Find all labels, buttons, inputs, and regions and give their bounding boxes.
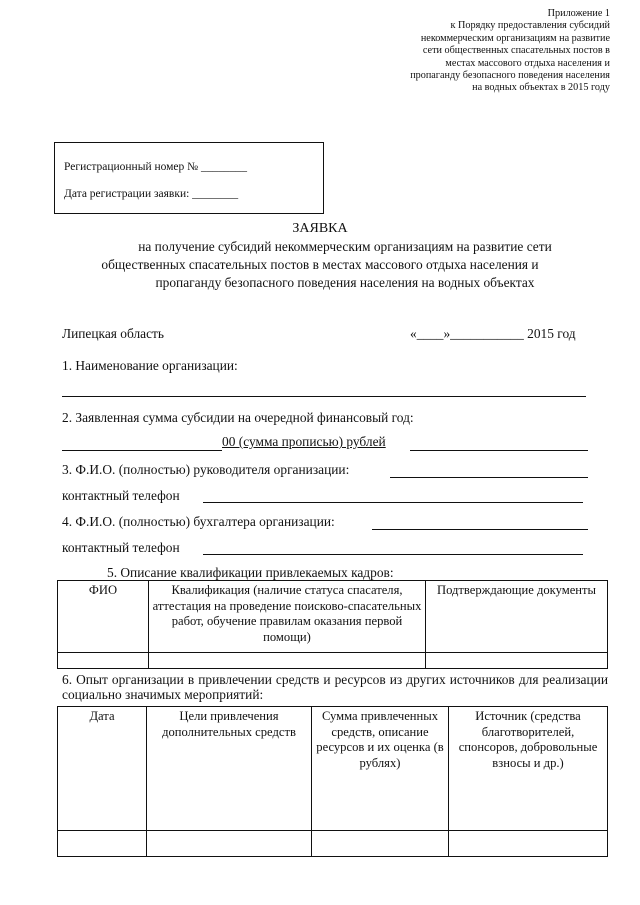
registration-number[interactable]: Регистрационный номер № ________ <box>64 161 248 173</box>
experience-header-date: Дата <box>58 707 147 831</box>
appendix-line: некоммерческим организациям на развитие <box>420 32 610 44</box>
registration-date[interactable]: Дата регистрации заявки: ________ <box>64 188 239 200</box>
phone-label: контактный телефон <box>62 488 180 503</box>
appendix-block <box>350 8 610 95</box>
appendix-line: сети общественных спасательных постов в <box>422 45 610 57</box>
org-name-label: 1. Наименование организации: <box>62 358 238 373</box>
experience-cell[interactable] <box>147 831 312 857</box>
staff-header-qualification: Квалификация (наличие статуса спасателя, аттестация на проведение поисково-спасательных работ, обучение правилам оказания первой помощи) <box>149 581 426 653</box>
region-label: Липецкая область <box>62 326 164 341</box>
experience-table <box>57 706 608 857</box>
staff-cell[interactable] <box>149 653 426 669</box>
subsidy-amount-field[interactable] <box>62 450 222 451</box>
subtitle-line: на получение субсидий некоммерческим организациям на развитие сети <box>138 239 552 254</box>
staff-caption: 5. Описание квалификации привлекаемых кадров: <box>107 565 394 580</box>
phone-field[interactable] <box>203 554 583 555</box>
appendix-line: местах массового отдыха населения и <box>445 57 610 69</box>
accountant-fio-field[interactable] <box>372 529 588 530</box>
org-name-field[interactable] <box>62 396 586 397</box>
head-fio-field[interactable] <box>390 477 588 478</box>
staff-cell[interactable] <box>58 653 149 669</box>
experience-cell[interactable] <box>449 831 608 857</box>
subsidy-amount-field-tail[interactable] <box>410 450 588 451</box>
phone-field[interactable] <box>203 502 583 503</box>
experience-cell[interactable] <box>312 831 449 857</box>
appendix-line: Приложение 1 <box>547 8 610 19</box>
experience-cell[interactable] <box>58 831 147 857</box>
experience-header-amount: Сумма привлеченных средств, описание ресурсов и их оценка (в рублях) <box>312 707 449 831</box>
staff-cell[interactable] <box>426 653 608 669</box>
appendix-line: на водных объектах в 2015 году <box>472 82 610 94</box>
experience-header-source: Источник (средства благотворителей, спонсоров, добровольные взносы и др.) <box>449 707 608 831</box>
appendix-line: к Порядку предоставления субсидий <box>450 20 610 32</box>
experience-header-goals: Цели привлечения дополнительных средств <box>147 707 312 831</box>
staff-table <box>57 580 608 669</box>
appendix-line: пропаганду безопасного поведения населения <box>410 70 610 82</box>
staff-header-documents: Подтверждающие документы <box>426 581 608 653</box>
head-fio-label: 3. Ф.И.О. (полностью) руководителя организации: <box>62 462 350 477</box>
registration-box <box>54 142 324 214</box>
staff-header-fio: ФИО <box>58 581 149 653</box>
accountant-fio-label: 4. Ф.И.О. (полностью) бухгалтера организации: <box>62 514 335 529</box>
document-title: ЗАЯВКА <box>292 221 348 236</box>
subsidy-amount: 00 (сумма прописью) рублей <box>222 434 386 449</box>
subsidy-label: 2. Заявленная сумма субсидии на очередной финансовый год: <box>62 410 414 425</box>
subtitle-line: общественных спасательных постов в местах массового отдыха населения и <box>101 257 539 272</box>
phone-label: контактный телефон <box>62 540 180 555</box>
date-field[interactable]: «____»___________ 2015 год <box>410 326 576 341</box>
subtitle-line: пропаганду безопасного поведения населения на водных объектах <box>155 275 535 290</box>
experience-caption: 6. Опыт организации в привлечении средств и ресурсов из других источников для реализации социально значимых мероприятий: <box>62 672 608 702</box>
